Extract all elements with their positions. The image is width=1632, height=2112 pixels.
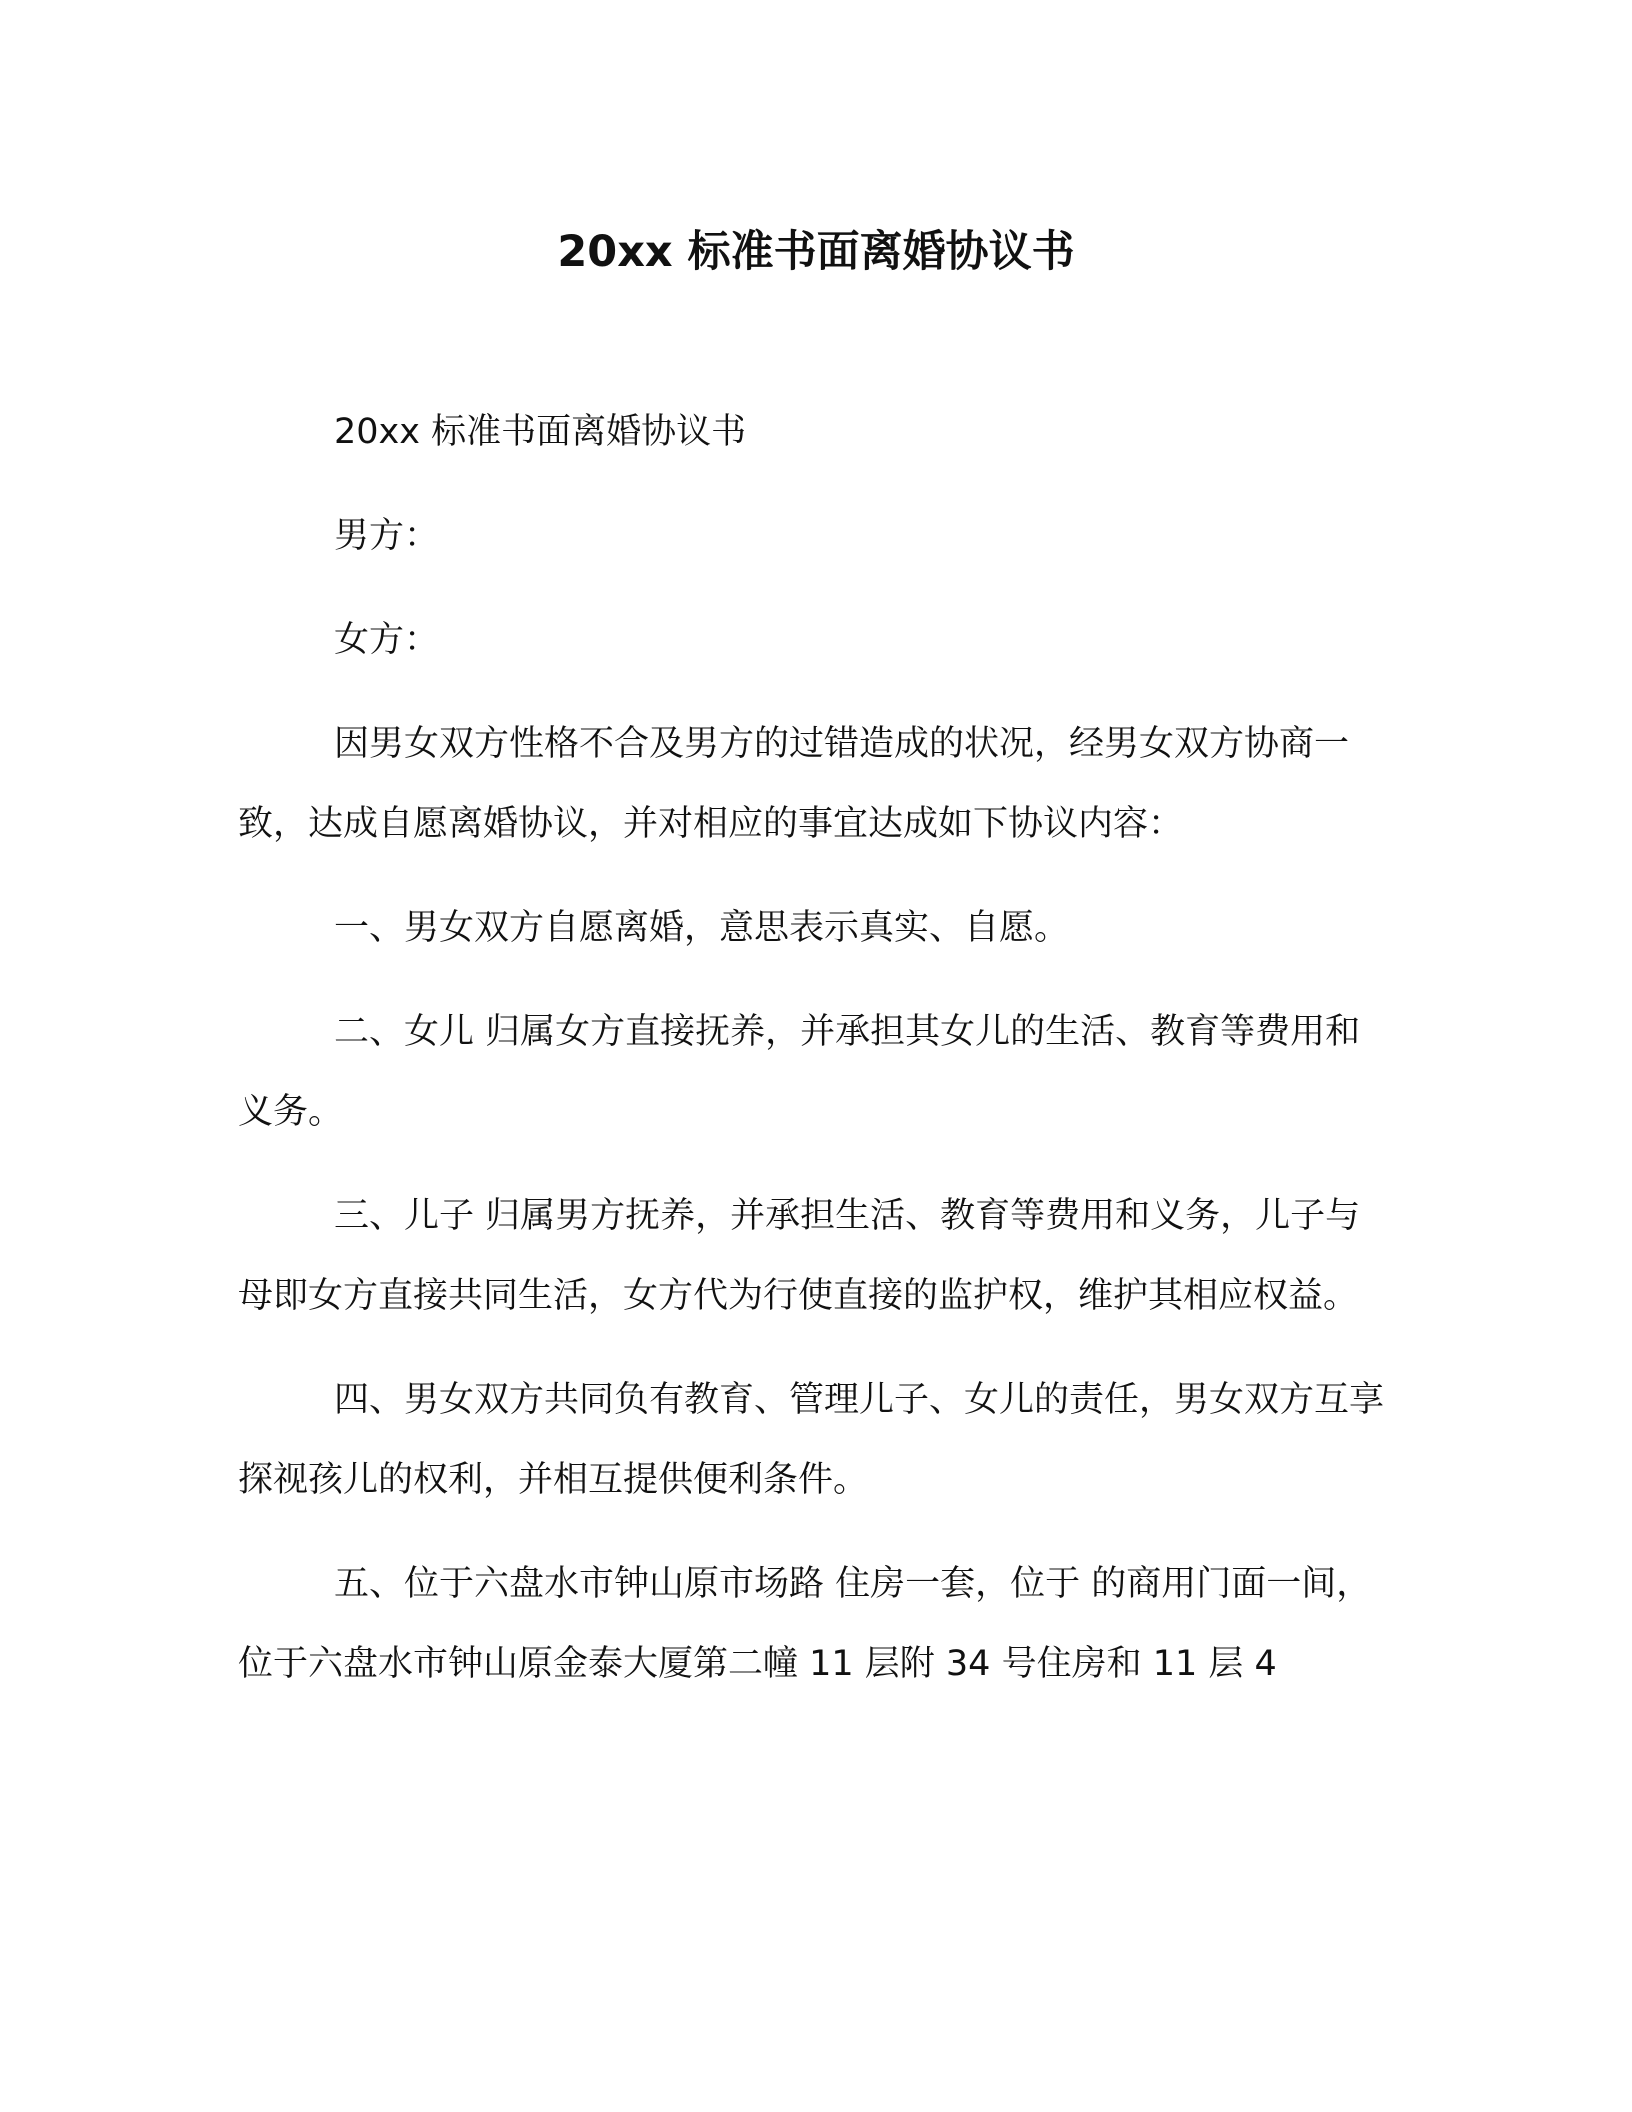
paragraph-clause-2: 二、女儿 归属女方直接抚养，并承担其女儿的生活、教育等费用和义务。: [238, 1012, 1361, 1132]
paragraph-clause-4: 四、男女双方共同负有教育、管理儿子、女儿的责任，男女双方互享探视孩儿的权利，并相互提供便利条件。: [238, 1380, 1385, 1500]
document-body: [238, 392, 1388, 1728]
document-title: 20xx 标准书面离婚协议书: [557, 227, 1075, 277]
paragraph-husband: 男方：: [334, 516, 440, 556]
paragraph-clause-1: 一、男女双方自愿离婚，意思表示真实、自愿。: [334, 908, 1070, 948]
paragraph-wife: 女方：: [334, 620, 440, 660]
paragraph-clause-5: 五、位于六盘水市钟山原市场路 住房一套，位于 的商用门面一间，位于六盘水市钟山原金泰大厦第二幢 11 层附 34 号住房和 11 层 4: [238, 1564, 1372, 1684]
paragraph-intro: 因男女双方性格不合及男方的过错造成的状况，经男女双方协商一致，达成自愿离婚协议，并对相应的事宜达成如下协议内容：: [238, 724, 1350, 844]
paragraph-subtitle: 20xx 标准书面离婚协议书: [334, 412, 747, 452]
paragraph-clause-3: 三、儿子 归属男方抚养，并承担生活、教育等费用和义务，儿子与母即女方直接共同生活，女方代为行使直接的监护权，维护其相应权益。: [238, 1196, 1361, 1316]
